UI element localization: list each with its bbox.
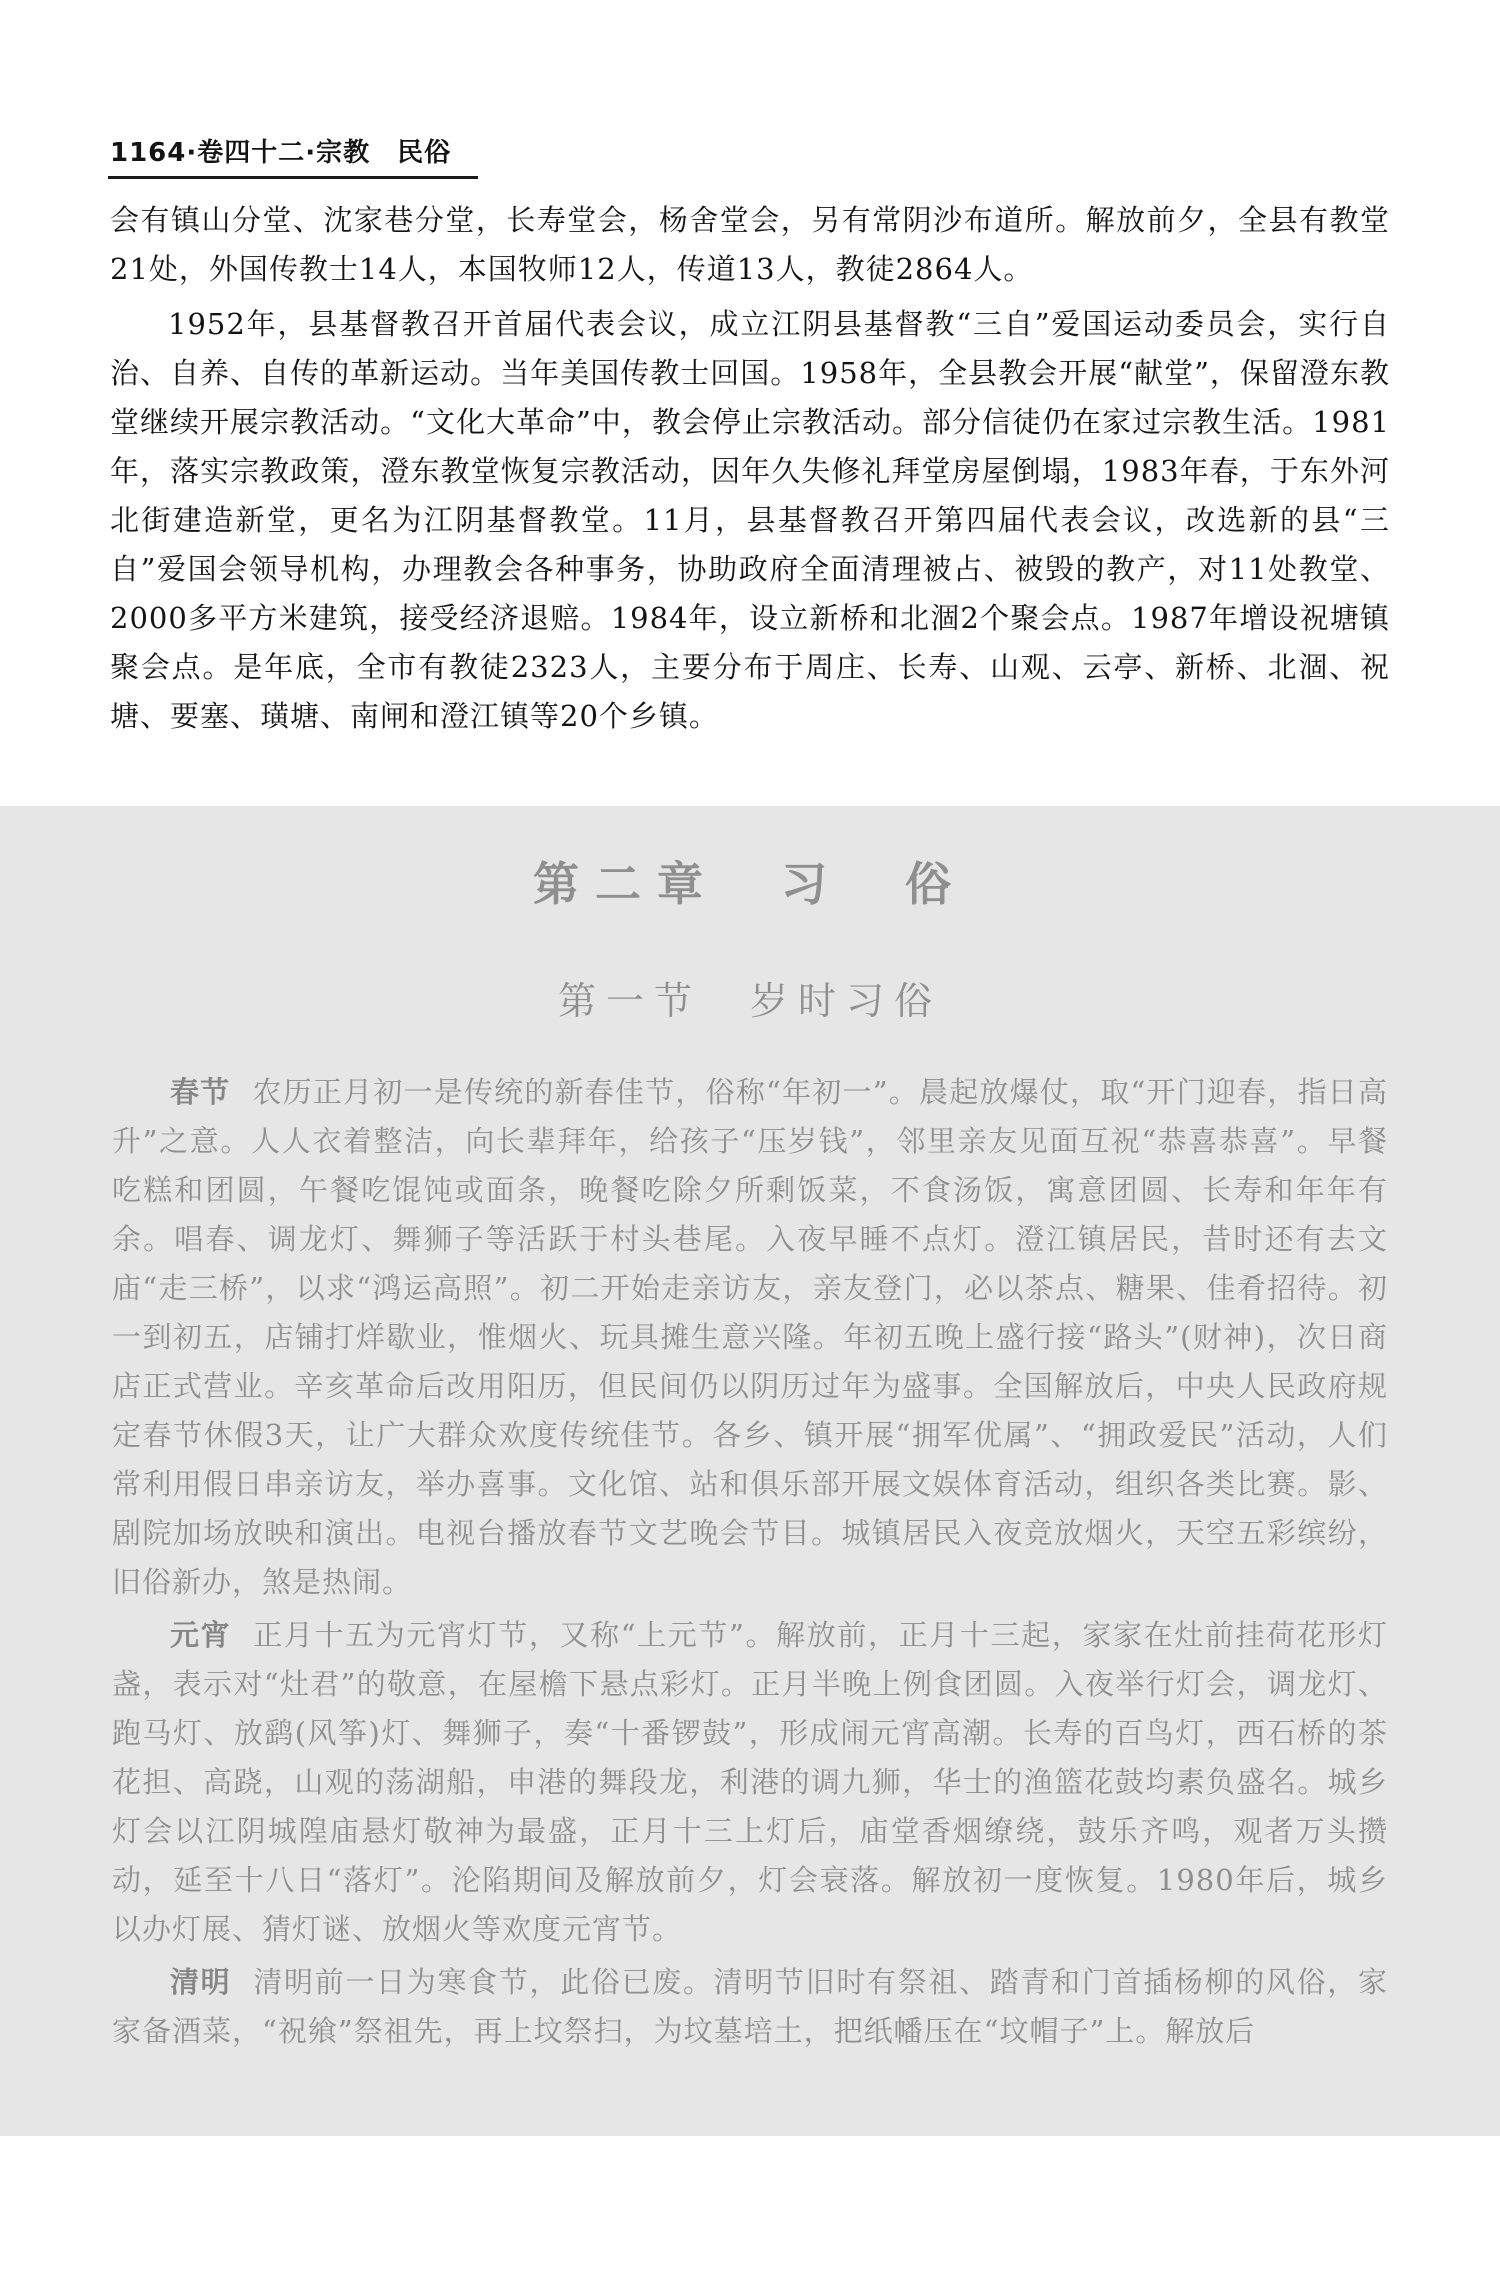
custom-qingming [112, 1958, 1388, 2056]
custom-text: 农历正月初一是传统的新春佳节，俗称“年初一”。晨起放爆仗，取“开门迎春，指日高升”之意。人人衣着整洁，向长辈拜年，给孩子“压岁钱”，邻里亲友见面互祝“恭喜恭喜”。早餐吃糕和团圆，午餐吃馄饨或面条，晚餐吃除夕所剩饭菜，不食汤饭，寓意团圆、长寿和年年有余。唱春、调龙灯、舞狮子等活跃于村头巷尾。入夜早睡不点灯。澄江镇居民，昔时还有去文庙“走三桥”，以求“鸿运高照”。初二开始走亲访友，亲友登门，必以茶点、糖果、佳肴招待。初一到初五，店铺打烊歇业，惟烟火、玩具摊生意兴隆。年初五晚上盛行接“路头”(财神)，次日商店正式营业。辛亥革命后改用阳历，但民间仍以阴历过年为盛事。全国解放后，中央人民政府规定春节休假3天，让广大群众欢度传统佳节。各乡、镇开展“拥军优属”、“拥政爱民”活动，人们常利用假日串亲访友，举办喜事。文化馆、站和俱乐部开展文娱体育活动，组织各类比赛。影、剧院加场放映和演出。电视台播放春节文艺晚会节目。城镇居民入夜竞放烟火，天空五彩缤纷，旧俗新办，煞是热闹。 [112, 1075, 1388, 1599]
custom-term: 清明 [170, 1965, 232, 1999]
custom-spring-festival [112, 1068, 1388, 1607]
custom-term: 元宵 [170, 1618, 232, 1652]
customs-list [112, 1064, 1388, 2056]
paragraph-church-history: 1952年，县基督教召开首届代表会议，成立江阴县基督教“三自”爱国运动委员会，实行自治、自养、自传的革新运动。当年美国传教士回国。1958年，全县教会开展“献堂”，保留澄东教堂继续开展宗教活动。“文化大革命”中，教会停止宗教活动。部分信徒仍在家过宗教生活。1981年，落实宗教政策，澄东教堂恢复宗教活动，因年久失修礼拜堂房屋倒塌，1983年春，于东外河北街建造新堂，更名为江阴基督教堂。11月，县基督教召开第四届代表会议，改选新的县“三自”爱国会领导机构，办理教会各种事务，协助政府全面清理被占、被毁的教产，对11处教堂、2000多平方米建筑，接受经济退赔。1984年，设立新桥和北涸2个聚会点。1987年增设祝塘镇聚会点。是年底，全市有教徒2323人，主要分布于周庄、长寿、山观、云亭、新桥、北涸、祝塘、要塞、璜塘、南闸和澄江镇等20个乡镇。 [110, 307, 1390, 733]
page-header: 1164·卷四十二·宗教 民俗 [110, 138, 452, 168]
custom-lantern-festival [112, 1611, 1388, 1954]
custom-term: 春节 [170, 1075, 231, 1109]
religion-section-continuation [110, 196, 1390, 741]
section-title: 第一节 岁时习俗 [557, 979, 942, 1023]
header-underline [108, 176, 478, 179]
custom-text: 清明前一日为寒食节，此俗已废。清明节旧时有祭祖、踏青和门首插杨柳的风俗，家家备酒菜，“祝飨”祭祖先，再上坟祭扫，为坟墓培土，把纸幡压在“坟帽子”上。解放后 [112, 1965, 1388, 2048]
paragraph-church-branches: 会有镇山分堂、沈家巷分堂，长寿堂会，杨舍堂会，另有常阴沙布道所。解放前夕，全县有教堂21处，外国传教士14人，本国牧师12人，传道13人，教徒2864人。 [110, 203, 1390, 286]
custom-text: 正月十五为元宵灯节，又称“上元节”。解放前，正月十三起，家家在灶前挂荷花形灯盏，表示对“灶君”的敬意，在屋檐下悬点彩灯。正月半晚上例食团圆。入夜举行灯会，调龙灯、跑马灯、放鹞(风筝)灯、舞狮子，奏“十番锣鼓”，形成闹元宵高潮。长寿的百鸟灯，西石桥的茶花担、高跷，山观的荡湖船，申港的舞段龙，利港的调九狮，华士的渔篮花鼓均素负盛名。城乡灯会以江阴城隍庙悬灯敬神为最盛，正月十三上灯后，庙堂香烟缭绕，鼓乐齐鸣，观者万头攒动，延至十八日“落灯”。沦陷期间及解放前夕，灯会衰落。解放初一度恢复。1980年后，城乡以办灯展、猜灯谜、放烟火等欢度元宵节。 [112, 1618, 1388, 1946]
chapter-title: 第二章 习 俗 [533, 857, 967, 911]
